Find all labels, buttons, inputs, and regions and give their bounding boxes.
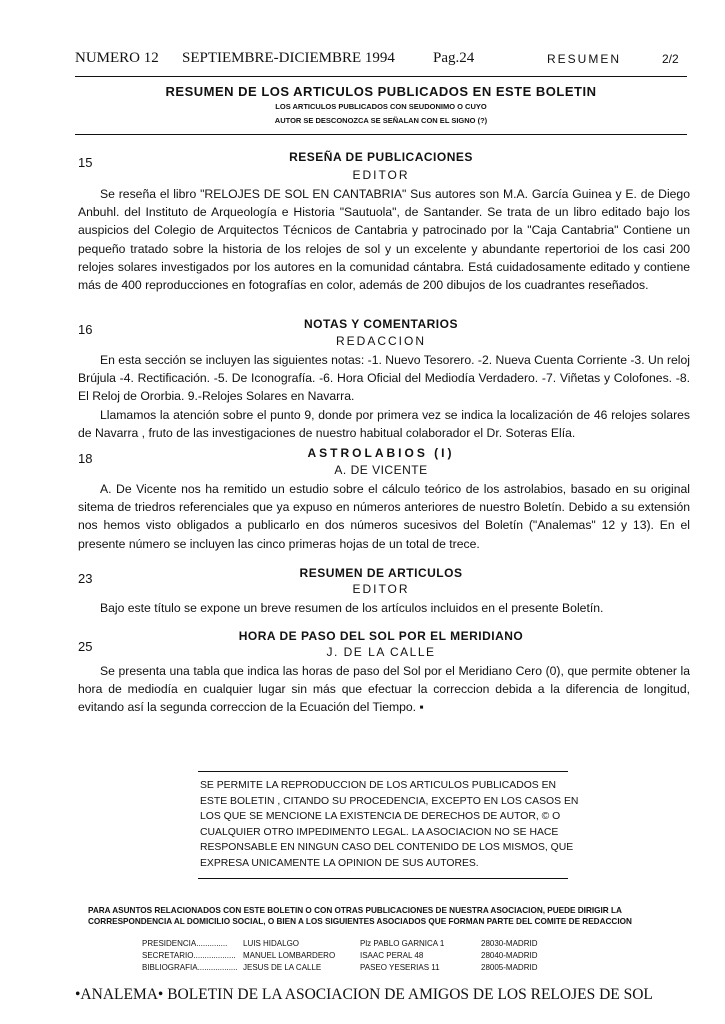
notice-top-rule xyxy=(198,771,568,772)
article-author: EDITOR xyxy=(352,582,410,596)
staff-name: JESUS DE LA CALLE xyxy=(243,963,322,972)
summary-paragraph: Bajo este título se expone un breve resumen de los artículos incluidos en el presente Boletín. xyxy=(100,601,604,615)
article-page-number: 15 xyxy=(78,155,93,170)
reproduction-notice: SE PERMITE LA REPRODUCCION DE LOS ARTICULOS PUBLICADOS EN ESTE BOLETIN , CITANDO SU PROCEDENCIA, EXCEPTO EN LOS CASOS EN LOS QUE SE MENCIONE LA EXISTENCIA DE DERECHOS DE AUTOR, © O CUALQUIER OTRO IMPEDIMENTO LEGAL. LA ASOCIACION NO SE HACE RESPONSABLE EN NINGUN CASO DEL CONTENIDO DE LOS MISMOS, QUE EXPRESA UNICAMENTE LA OPINION DE SUS AUTORES. xyxy=(200,780,579,869)
article-title: RESEÑA DE PUBLICACIONES xyxy=(289,150,473,164)
staff-city: 28005-MADRID xyxy=(481,963,538,972)
staff-role: SECRETARIO................... xyxy=(142,951,236,960)
article-author: J. DE LA CALLE xyxy=(326,645,436,659)
summary-paragraph: Se presenta una tabla que indica las horas de paso del Sol por el Meridiano Cero (0), que permite obtener la hora de mediodía en cualquier lugar sin más que efectuar la correccion debida a la diferencia de longitud, evitando así la segunda correccion de la Ecuación del Tiempo. ▪ xyxy=(78,664,690,715)
summary-paragraph: Se reseña el libro "RELOJES DE SOL EN CANTABRIA" Sus autores son M.A. García Guinea y E. de Diego Anbuhl. del Instituto de Arqueología e Historia "Sautuola", de Santander. Se trata de un libro editado bajo los auspicios del Colegio de Arquitectos Técnicos de Cantabria y patrocinado por la "Caja Cantabria" Contiene un pequeño tratado sobre la historia de los relojes de sol y un excelente y abundante repertorioi de los casi 200 relojes solares investigados por los autores en la comunidad cántabra. Está cuidadosamente editado y contiene más de 400 reproducciones en fotografías en color, además de 200 dibujos de los cuadrantes reseñados. xyxy=(78,187,690,293)
staff-roles xyxy=(142,938,238,974)
article-summary xyxy=(78,662,690,717)
article-summary xyxy=(78,480,690,553)
article-summary xyxy=(78,185,690,294)
staff-city: 28030-MADRID xyxy=(481,939,538,948)
staff-name: MANUEL LOMBARDERO xyxy=(243,951,336,960)
article-page-number: 18 xyxy=(78,451,93,466)
section-name: RESUMEN xyxy=(547,52,622,66)
article-author: A. DE VICENTE xyxy=(334,463,428,477)
staff-city: 28040-MADRID xyxy=(481,951,538,960)
publication-footer: •ANALEMA• BOLETIN DE LA ASOCIACION DE AMIGOS DE LOS RELOJES DE SOL xyxy=(75,986,653,1003)
article-author: EDITOR xyxy=(352,168,410,182)
article-summary xyxy=(78,351,690,442)
header-rule xyxy=(75,76,687,77)
summary-paragraph: Llamamos la atención sobre el punto 9, donde por primera vez se indica la localización de 46 relojes solares de Navarra , fruto de las investigaciones de nuestro habitual colaborador el Dr. Soteras Elía. xyxy=(78,407,690,440)
title-rule xyxy=(75,134,687,135)
issue-period: SEPTIEMBRE-DICIEMBRE 1994 xyxy=(182,50,395,66)
staff-address: PASEO YESERIAS 11 xyxy=(360,963,440,972)
sheet-number: 2/2 xyxy=(662,52,679,66)
article-summary xyxy=(78,599,690,617)
staff-addresses xyxy=(360,938,444,974)
page-subtitle-line-1: LOS ARTICULOS PUBLICADOS CON SEUDONIMO O CUYO xyxy=(275,102,487,111)
page-title: RESUMEN DE LOS ARTICULOS PUBLICADOS EN ESTE BOLETIN xyxy=(165,84,597,99)
article-title: HORA DE PASO DEL SOL POR EL MERIDIANO xyxy=(238,629,524,643)
staff-address: ISAAC PERAL 48 xyxy=(360,951,424,960)
article-page-number: 25 xyxy=(78,639,93,654)
article-page-number: 16 xyxy=(78,322,93,337)
correspondence-note: PARA ASUNTOS RELACIONADOS CON ESTE BOLETIN O CON OTRAS PUBLICACIONES DE NUESTRA ASOCIACION, PUEDE DIRIGIR LA CORRESPONDENCIA AL DOMICILIO SOCIAL, O BIEN A LOS SIGUIENTES ASOCIADOS QUE FORMAN PARTE DEL COMITE DE REDACCION xyxy=(88,906,632,926)
article-title: RESUMEN DE ARTICULOS xyxy=(299,566,463,580)
article-title: NOTAS Y COMENTARIOS xyxy=(304,317,458,331)
staff-name: LUIS HIDALGO xyxy=(243,939,300,948)
page-number: Pag.24 xyxy=(433,50,475,66)
staff-cities xyxy=(481,938,537,974)
page-subtitle-line-2: AUTOR SE DESCONOZCA SE SEÑALAN CON EL SIGNO (?) xyxy=(274,116,488,125)
article-title: ASTROLABIOS (I) xyxy=(307,446,455,460)
issue-number: NUMERO 12 xyxy=(75,50,159,66)
notice-bottom-rule xyxy=(198,878,568,879)
summary-paragraph: En esta sección se incluyen las siguientes notas: -1. Nuevo Tesorero. -2. Nueva Cuenta Corriente -3. Un reloj Brújula -4. Rectificación. -5. De Iconografía. -6. Hora Oficial del Mediodía Verdadero. -7. Viñetas y Colofones. -8. El Reloj de Ororbia. 9.-Relojes Solares en Navarra. xyxy=(78,353,690,404)
staff-names xyxy=(243,938,335,974)
staff-role: BIBLIOGRAFIA.................. xyxy=(142,963,238,972)
article-page-number: 23 xyxy=(78,571,93,586)
staff-role: PRESIDENCIA.............. xyxy=(142,939,228,948)
staff-address: Plz PABLO GARNICA 1 xyxy=(360,939,445,948)
article-author: REDACCION xyxy=(335,334,426,348)
summary-paragraph: A. De Vicente nos ha remitido un estudio sobre el cálculo teórico de los astrolabios, basado en su original sitema de triedros referenciales que ya expuso en números anteriores de nuestro Boletín. Debido a su extensión nos hemos visto obligados a publicarlo en dos números sucesivos del Boletín ("Analemas" 12 y 13). En el presente número se incluyen las cinco primeras hojas de un total de trece. xyxy=(78,482,690,551)
